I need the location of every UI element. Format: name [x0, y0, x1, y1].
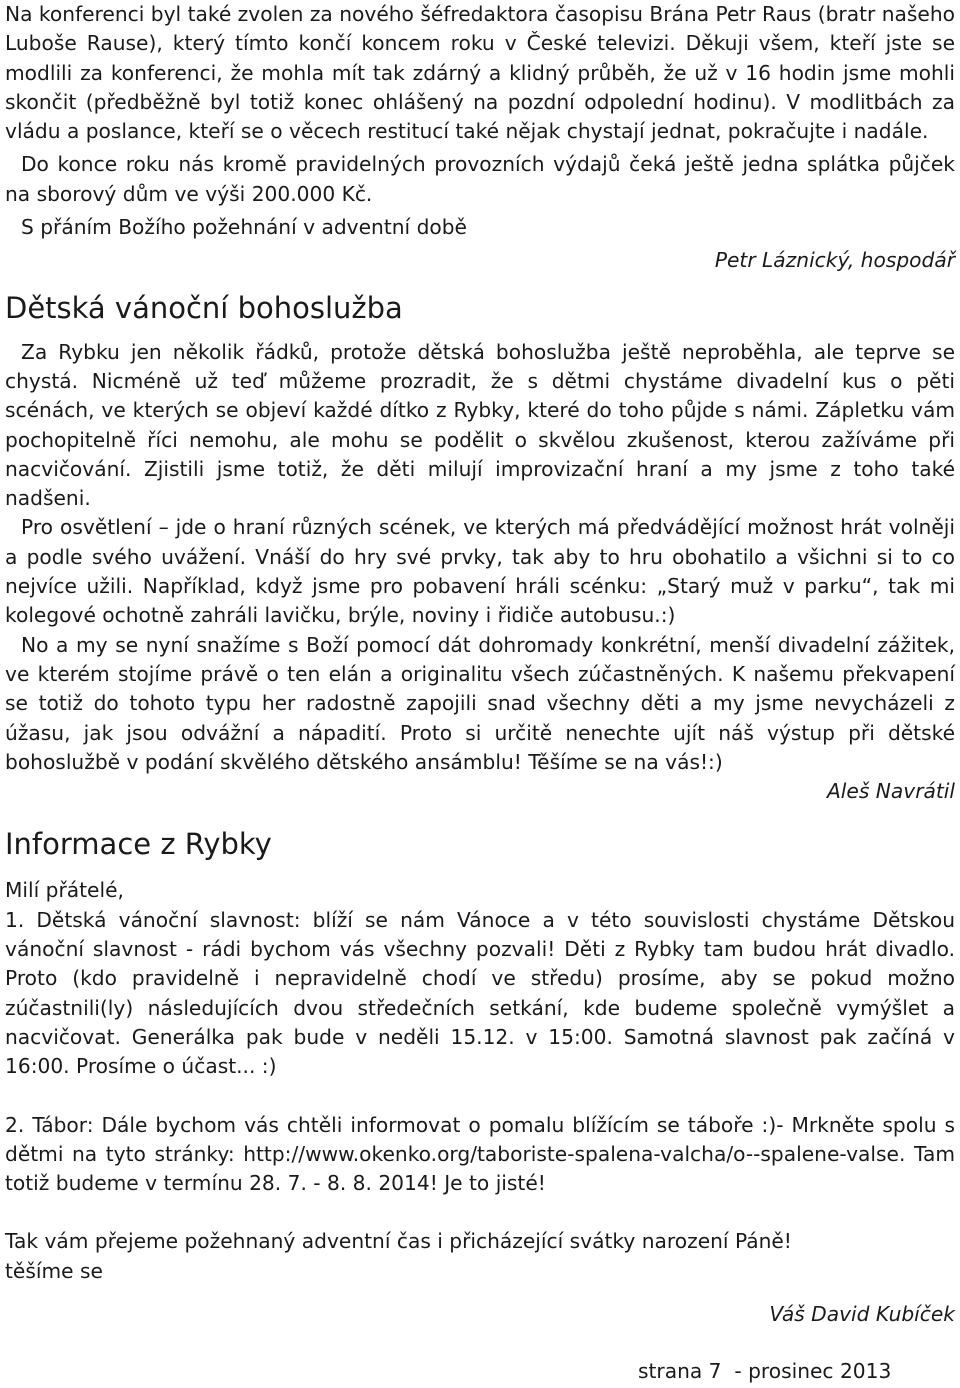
list-item: 1. Dětská vánoční slavnost: blíží se nám Vánoce a v této souvislosti chystáme Dětskou vánoční slavnost - rádi bychom vás všechny pozvali! Děti z Rybky tam budou hrát divadlo. Proto (kdo pravidelně i nepravidelně chodí ve středu) prosíme, aby se pokud možno zúčastnili(ly) následujících dvou středečních setkání, kde budeme společně vymýšlet a nacvičovat. Generálka pak bude v neděli 15.12. v 15:00. Samotná slavnost pak začíná v 16:00. Prosíme o účast... :) — [5, 907, 955, 1079]
page-footer: strana 7 - prosinec 2013 — [638, 1359, 892, 1383]
paragraph: Do konce roku nás kromě pravidelných provozních výdajů čeká ještě jedna splátka půjček na sborový dům ve výši 200.000 Kč. — [5, 152, 955, 206]
paragraph: S přáním Božího požehnání v adventní době — [21, 215, 467, 240]
paragraph: Pro osvětlení – jde o hraní různých scének, ve kterých má předvádějící možnost hrát volněji a podle svého uvážení. Vnáší do hry své prvky, tak aby to hru obohatilo a všichni si to co nejvíce užili. Například, když jsme pro pobavení hráli scénku: „Starý muž v parku“, tak mi kolegové ochotně zahráli lavičku, brýle, noviny i řidiče autobusu.:) — [5, 515, 955, 628]
paragraph: Za Rybku jen několik řádků, protože dětská bohoslužba ještě neproběhla, ale teprve se chystá. Nicméně už teď můžeme prozradit, že s dětmi chystáme divadelní kus o pěti scénách, ve kterých se objeví každé dítko z Rybky, které do toho půjde s námi. Zápletku vám pochopitelně říci nemohu, ale mohu se podělit o skvělou zkušenost, kterou zažíváme při nacvičování. Zjistili jsme totiž, že děti milují improvizační hraní a my jsme z toho také nadšeni. — [5, 339, 955, 511]
signature: Petr Láznický, hospodář — [714, 248, 955, 273]
list-item: 2. Tábor: Dále bychom vás chtěli informovat o pomalu blížícím se táboře :)- Mrkněte spolu s dětmi na tyto stránky: http://www.okenko.org/taboriste-spalena-valcha/o--spalene-valse. Tam totiž budeme v termínu 28. 7. - 8. 8. 2014! Je to jisté! — [5, 1112, 955, 1196]
greeting: Milí přátelé, — [5, 878, 124, 903]
closing-line: těšíme se — [5, 1258, 103, 1283]
signature: Váš David Kubíček — [769, 1301, 955, 1326]
paragraph: Na konferenci byl také zvolen za nového šéfredaktora časopisu Brána Petr Raus (bratr našeho Luboše Rause), který tímto končí koncem roku v České televizi. Děkuji všem, kteří jste se modlili za konferenci, že mohla mít tak zdárný a klidný průběh, že už v 16 hodin jsme mohli skončit (předběžně byl totiž konec ohlášený na pozdní odpolední hodinu). V modlitbách za vládu a poslance, kteří se o věcech restitucí také nějak chystají jednat, pokračujte i nadále. — [5, 2, 955, 144]
page — [5, 0, 955, 1329]
signature: Aleš Navrátil — [827, 779, 955, 804]
closing-line: Tak vám přejeme požehnaný adventní čas i přicházející svátky narození Páně! — [5, 1229, 792, 1254]
section-heading: Dětská vánoční bohoslužba — [5, 290, 403, 325]
paragraph: No a my se nyní snažíme s Boží pomocí dát dohromady konkrétní, menší divadelní zážitek, ve kterém stojíme právě o ten elán a originalitu všech zúčastněných. K našemu překvapení se totiž do tohoto typu her radostně zapojili snad všechny děti a my jsme nevycházeli z úžasu, jak jsou odvážní a nápadití. Proto si určitě nenechte ujít náš výstup při dětské bohoslužbě v podání skvělého dětského ansámblu! Těšíme se na vás!:) — [5, 632, 955, 774]
section-heading: Informace z Rybky — [5, 827, 272, 862]
